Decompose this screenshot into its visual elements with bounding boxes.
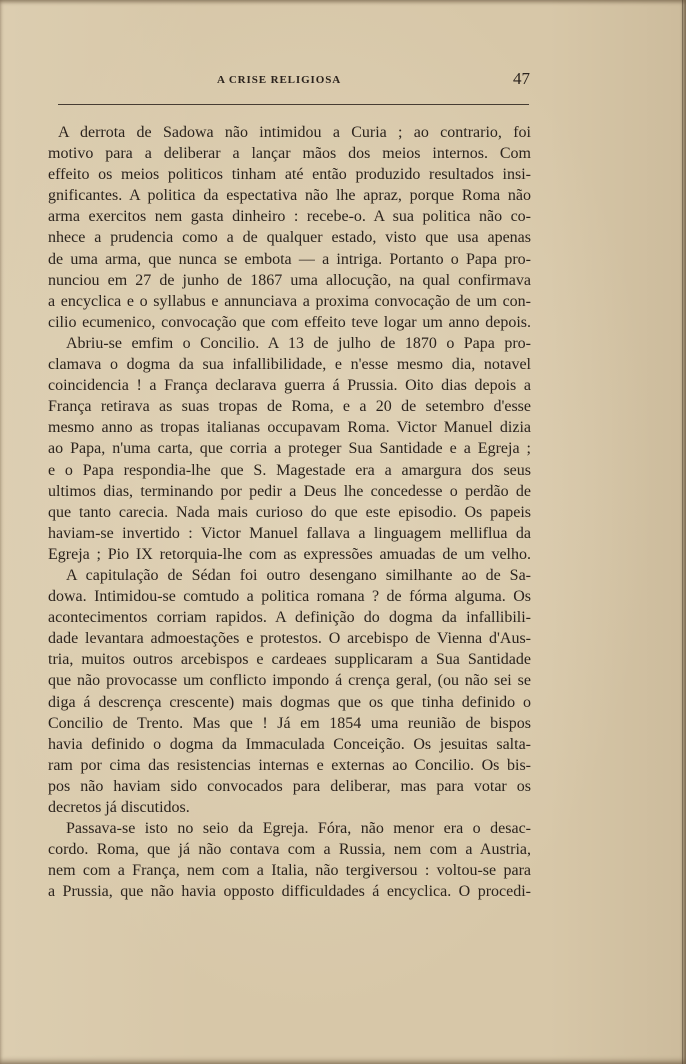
- text-line: que tanto carecia. Nada mais curioso do que este episodio. Os papeis: [48, 503, 531, 521]
- text-line: cordo. Roma, que já não contava com a Russia, nem com a Austria,: [48, 841, 531, 859]
- text-line: A derrota de Sadowa não intimidou a Curia ; ao contrario, foi: [58, 124, 531, 141]
- text-line: a Prussia, que não havia opposto difficuldades á encyclica. O procedi-: [48, 883, 531, 901]
- text-line: ao Papa, n'uma carta, que corria a proteger Sua Santidade e a Egreja ;: [48, 440, 531, 458]
- text-line: e o Papa respondia-lhe que S. Magestade era a amargura dos seus: [48, 461, 531, 479]
- text-line: que não provocasse um conflicto impondo á crença geral, (ou não sei se: [48, 672, 531, 690]
- text-line: mesmo anno as tropas italianas occupavam Roma. Victor Manuel dizia: [48, 419, 531, 437]
- text-line: haviam-se invertido : Victor Manuel fallava a linguagem melliflua da: [48, 524, 531, 542]
- text-line: Concilio de Trento. Mas que ! Já em 1854 uma reunião de bispos: [48, 714, 531, 732]
- text-line: Passava-se isto no seio da Egreja. Fóra, não menor era o desac-: [66, 820, 531, 838]
- text-line: cilio ecumenico, convocação que com effeito teve logar um anno depois.: [48, 313, 531, 331]
- page-number: 47: [513, 69, 530, 88]
- text-line: motivo para a deliberar a lançar mãos dos meios internos. Com: [48, 145, 531, 163]
- header-rule: [58, 104, 529, 105]
- text-line: pos não haviam sido convocados para deliberar, mas para votar os: [48, 777, 531, 795]
- text-line: nem com a França, nem com a Italia, não tergiversou : voltou-se para: [48, 862, 531, 880]
- text-line: clamava o dogma da sua infallibilidade, e n'esse mesmo dia, notavel: [48, 356, 531, 374]
- paragraph: [48, 122, 531, 333]
- text-line: diga á descrença crescente) mais dogmas que os que tinha definido o: [48, 693, 531, 711]
- body-text: [48, 122, 531, 902]
- text-line: ultimos dias, terminando por pedir a Deus lhe concedesse o perdão de: [48, 482, 531, 500]
- text-line: effeito os meios politicos tinham até então produzido resultados insi-: [48, 166, 531, 184]
- paragraph: [48, 818, 531, 902]
- text-line: tria, muitos outros arcebispos e cardeaes supplicaram a Sua Santidade: [48, 651, 531, 669]
- text-line: decretos já discutidos.: [48, 799, 190, 816]
- text-line: França retirava as suas tropas de Roma, e a 20 de setembro d'esse: [48, 398, 531, 416]
- text-line: gnificantes. A politica da espectativa não lhe apraz, porque Roma não: [48, 187, 531, 205]
- paragraph: [48, 333, 531, 565]
- text-line: de uma arma, que nunca se embota — a intriga. Portanto o Papa pro-: [48, 250, 531, 268]
- text-line: Abriu-se emfim o Concilio. A 13 de julho de 1870 o Papa pro-: [66, 334, 531, 352]
- running-title: A CRISE RELIGIOSA: [216, 74, 342, 86]
- text-line: dade levantara admoestações e protestos. O arcebispo de Vienna d'Aus-: [48, 630, 531, 648]
- text-line: arma exercitos nem gasta dinheiro : recebe-o. A sua politica não co-: [48, 208, 531, 226]
- text-line: ram por cima das resistencias internas e externas ao Concilio. Os bis-: [48, 756, 531, 774]
- text-line: havia definido o dogma da Immaculada Conceição. Os jesuitas salta-: [48, 735, 531, 753]
- text-line: Egreja ; Pio IX retorquia-lhe com as expressões amuadas de um velho.: [48, 545, 531, 563]
- paragraph: [48, 565, 531, 818]
- text-line: nhece a prudencia como a de qualquer estado, visto que usa apenas: [48, 229, 531, 247]
- text-line: a encyclica e o syllabus e annunciava a proxima convocação de um con-: [48, 292, 531, 310]
- text-line: acontecimentos corriam rapidos. A definição do dogma da infallibili-: [48, 609, 531, 627]
- text-line: coincidencia ! a França declarava guerra á Prussia. Oito dias depois a: [48, 377, 531, 395]
- page-edge: [682, 0, 683, 1064]
- text-line: nunciou em 27 de junho de 1867 uma allocução, na qual confirmava: [48, 271, 531, 289]
- text-line: dowa. Intimidou-se comtudo a politica romana ? de fórma alguma. Os: [48, 588, 531, 606]
- text-line: A capitulação de Sédan foi outro desengano similhante ao de Sa-: [66, 566, 531, 584]
